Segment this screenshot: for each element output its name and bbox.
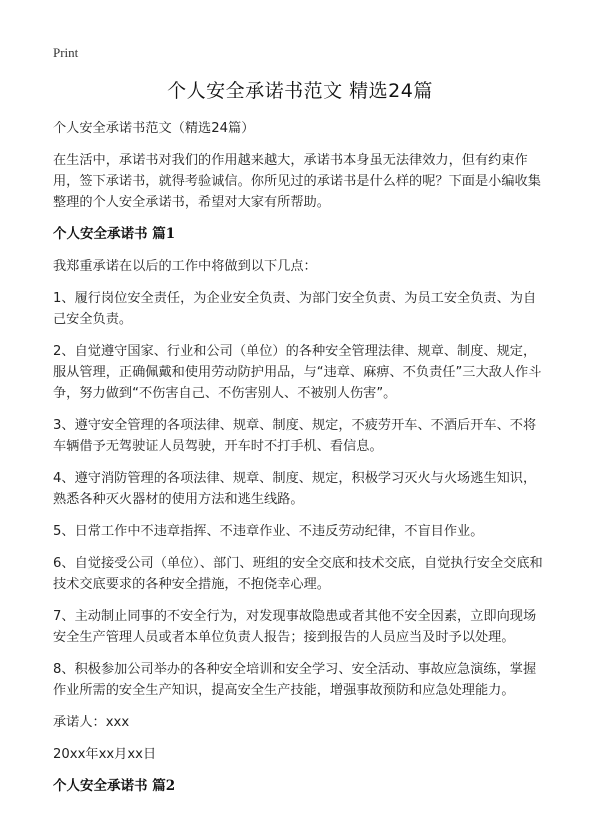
article-subtitle: 个人安全承诺书范文（精选24篇） (53, 121, 255, 136)
commitment-item-4: 4、遵守消防管理的各项法律、规章、制度、规定，积极学习灭火与火场逃生知识，熟悉各种灭火器材的使用方法和逃生线路。 (53, 471, 537, 507)
commitment-item-2: 2、自觉遵守国家、行业和公司（单位）的各种安全管理法律、规章、制度、规定，服从管理，正确佩戴和使用劳动防护用品，与“违章、麻痹、不负责任”三大敌人作斗争，努力做到“不伤害自己、不伤害别人、不被别人伤害”。 (53, 344, 542, 401)
commitment-item-5: 5、日常工作中不违章指挥、不违章作业、不违反劳动纪律，不盲目作业。 (53, 524, 484, 539)
section-heading-2: 个人安全承诺书 篇2 (53, 778, 176, 794)
print-link[interactable]: Print (53, 45, 79, 60)
section-lead: 我郑重承诺在以后的工作中将做到以下几点： (53, 259, 317, 274)
commitment-item-3: 3、遵守安全管理的各项法律、规章、制度、规定，不疲劳开车、不酒后开车、不将车辆借予无驾驶证人员驾驶，开车时不打手机、看信息。 (53, 418, 537, 454)
signer-line: 承诺人：xxx (53, 715, 130, 730)
intro-paragraph: 在生活中，承诺书对我们的作用越来越大，承诺书本身虽无法律效力，但有约束作用，签下承诺书，就得考验诚信。你所见过的承诺书是什么样的呢？下面是小编收集整理的个人安全承诺书，希望对大家有所帮助。 (53, 153, 541, 210)
commitment-item-1: 1、履行岗位安全责任，为企业安全负责、为部门安全负责、为员工安全负责、为自己安全负责。 (53, 291, 537, 327)
commitment-item-7: 7、主动制止同事的不安全行为，对发现事故隐患或者其他不安全因素，立即向现场安全生产管理人员或者本单位负责人报告；接到报告的人员应当及时予以处理。 (53, 609, 537, 645)
commitment-item-8: 8、积极参加公司举办的各种安全培训和安全学习、安全活动、事故应急演练，掌握作业所需的安全生产知识，提高安全生产技能，增强事故预防和应急处理能力。 (53, 662, 537, 698)
article-body (53, 118, 549, 808)
page-title: 个人安全承诺书范文 精选24篇 (167, 80, 433, 102)
date-line: 20xx年xx月xx日 (53, 747, 157, 762)
commitment-item-6: 6、自觉接受公司（单位）、部门、班组的安全交底和技术交底，自觉执行安全交底和技术交底要求的各种安全措施，不抱侥幸心理。 (53, 556, 543, 592)
section-heading-1: 个人安全承诺书 篇1 (53, 226, 176, 242)
